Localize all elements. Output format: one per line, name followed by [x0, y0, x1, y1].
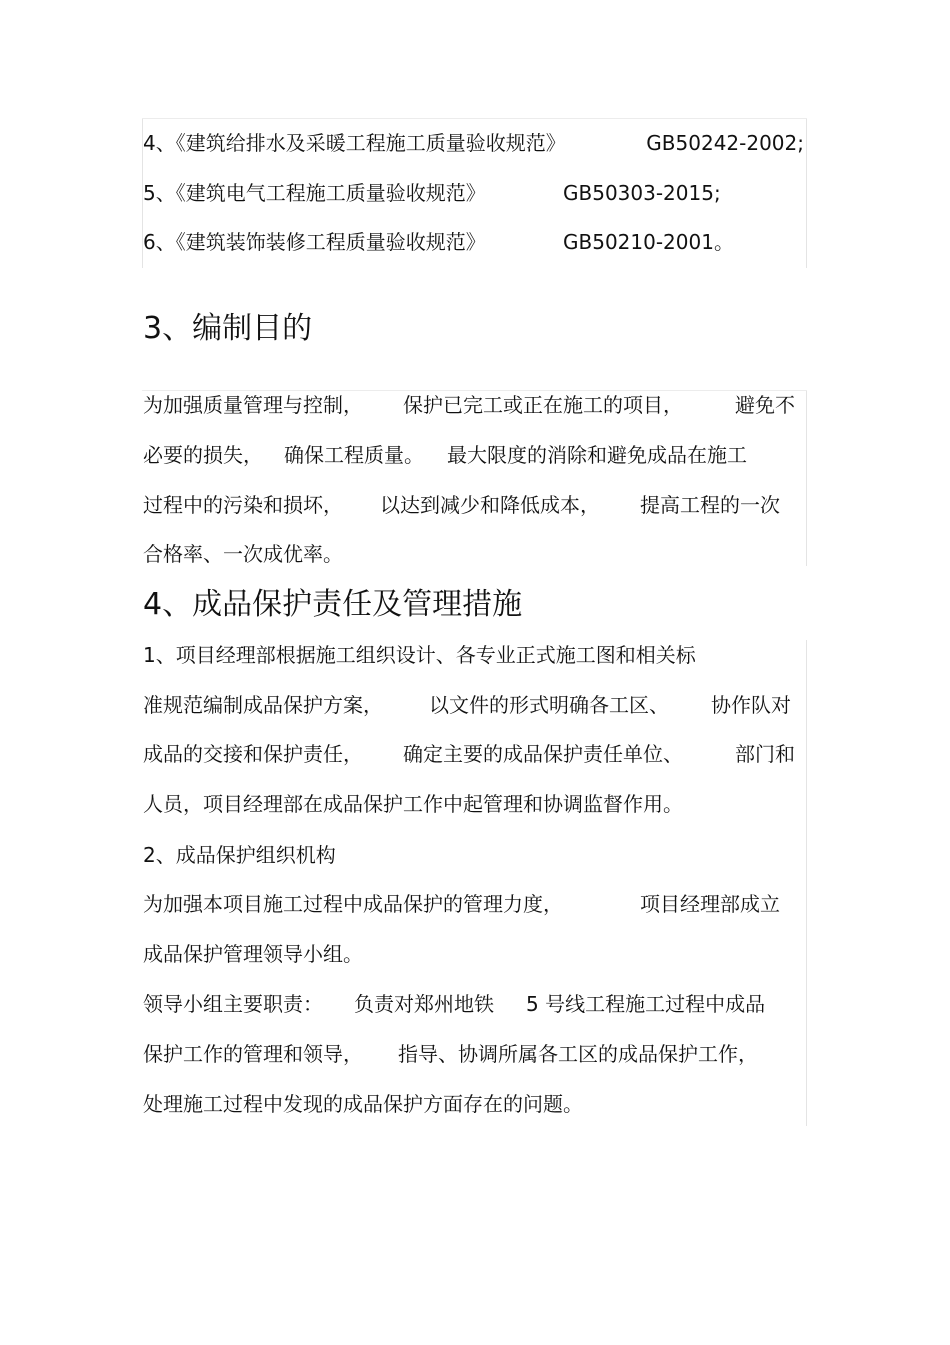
top-rule	[142, 118, 807, 119]
paragraph-line: 为加强本项目施工过程中成品保护的管理力度，	[143, 892, 563, 916]
ref-code: GB50242-2002;	[646, 131, 804, 155]
subheading: 2、成品保护组织机构	[143, 843, 336, 867]
section-heading: 3、编制目的	[143, 311, 313, 346]
top-rule	[142, 390, 807, 391]
paragraph-line: 过程中的污染和损坏，	[143, 493, 343, 517]
paragraph-line: 保护已完工或正在施工的项目，	[403, 393, 683, 417]
ref-item: 5、《建筑电气工程施工质量验收规范》	[143, 181, 486, 205]
paragraph-line: 确保工程质量。	[284, 443, 424, 467]
paragraph-line: 避免不	[735, 393, 795, 417]
right-rule	[806, 118, 807, 268]
paragraph-line: 最大限度的消除和避免成品在施工	[447, 443, 747, 467]
paragraph-line: 成品的交接和保护责任，	[143, 742, 363, 766]
paragraph-line: 项目经理部成立	[640, 892, 780, 916]
paragraph-line: 1、项目经理部根据施工组织设计、各专业正式施工图和相关标	[143, 643, 696, 667]
paragraph-line: 以达到减少和降低成本，	[380, 493, 600, 517]
paragraph-line: 指导、协调所属各工区的成品保护工作，	[398, 1042, 758, 1066]
paragraph-line: 部门和	[735, 742, 795, 766]
right-rule	[806, 640, 807, 1126]
paragraph-line: 协作队对	[711, 693, 791, 717]
paragraph-line: 合格率、一次成优率。	[143, 542, 343, 566]
right-rule	[806, 390, 807, 566]
paragraph-line: 负责对郑州地铁	[354, 992, 494, 1016]
paragraph-line: 处理施工过程中发现的成品保护方面存在的问题。	[143, 1092, 583, 1116]
paragraph-line: 确定主要的成品保护责任单位、	[403, 742, 683, 766]
ref-code: GB50303-2015;	[563, 181, 721, 205]
paragraph-line: 5 号线工程施工过程中成品	[526, 992, 766, 1016]
paragraph-line: 提高工程的一次	[640, 493, 780, 517]
paragraph-line: 成品保护管理领导小组。	[143, 942, 363, 966]
section-heading: 4、成品保护责任及管理措施	[143, 587, 523, 622]
paragraph-line: 人员，项目经理部在成品保护工作中起管理和协调监督作用。	[143, 792, 683, 816]
paragraph-line: 领导小组主要职责：	[143, 992, 323, 1016]
paragraph-line: 保护工作的管理和领导，	[143, 1042, 363, 1066]
ref-item: 6、《建筑装饰装修工程质量验收规范》	[143, 230, 486, 254]
paragraph-line: 以文件的形式明确各工区、	[429, 693, 669, 717]
paragraph-line: 必要的损失，	[143, 443, 263, 467]
paragraph-line: 准规范编制成品保护方案，	[143, 693, 383, 717]
ref-code: GB50210-2001。	[563, 230, 734, 254]
ref-item: 4、《建筑给排水及采暖工程施工质量验收规范》	[143, 131, 566, 155]
paragraph-line: 为加强质量管理与控制，	[143, 393, 363, 417]
